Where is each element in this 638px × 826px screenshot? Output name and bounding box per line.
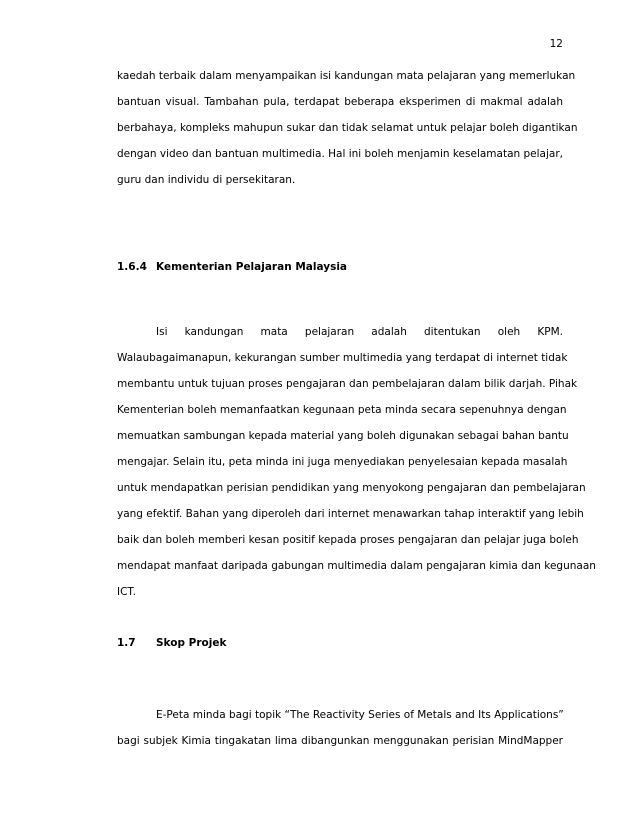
section-1-6-4-paragraph — [117, 319, 596, 605]
text-line: memuatkan sambungan kepada material yang boleh digunakan sebagai bahan bantu — [117, 430, 569, 442]
text-line: berbahaya, kompleks mahupun sukar dan tidak selamat untuk pelajar boleh digantikan — [117, 122, 578, 134]
text-line: guru dan individu di persekitaran. — [117, 174, 296, 186]
text-line: Kementerian boleh memanfaatkan kegunaan peta minda secara sepenuhnya dengan — [117, 404, 567, 416]
intro-paragraph — [117, 63, 578, 193]
section-number: 1.6.4 — [117, 261, 147, 273]
text-line: Isi kandungan mata pelajaran adalah ditentukan oleh KPM. — [156, 326, 563, 338]
text-line: mendapat manfaat daripada gabungan multimedia dalam pengajaran kimia dan kegunaan — [117, 560, 596, 572]
text-line: untuk mendapatkan perisian pendidikan yang menyokong pengajaran dan pembelajaran — [117, 482, 586, 494]
text-line: dengan video dan bantuan multimedia. Hal ini boleh menjamin keselamatan pelajar, — [117, 148, 563, 160]
text-line: bantuan visual. Tambahan pula, terdapat beberapa eksperimen di makmal adalah — [117, 96, 563, 108]
text-line: Walaubagaimanapun, kekurangan sumber multimedia yang terdapat di internet tidak — [117, 352, 568, 364]
text-line: yang efektif. Bahan yang diperoleh dari internet menawarkan tahap interaktif yang lebih — [117, 508, 584, 520]
text-line: kaedah terbaik dalam menyampaikan isi kandungan mata pelajaran yang memerlukan — [117, 70, 576, 82]
section-heading-1-7 — [117, 637, 226, 649]
text-line: bagi subjek Kimia tingakatan lima dibangunkan menggunakan perisian MindMapper — [117, 735, 563, 747]
page-number: 12 — [549, 38, 563, 50]
text-line: ICT. — [117, 586, 136, 598]
section-number: 1.7 — [117, 637, 136, 649]
text-line: membantu untuk tujuan proses pengajaran dan pembelajaran dalam bilik darjah. Pihak — [117, 378, 578, 390]
section-1-7-paragraph — [117, 702, 563, 754]
text-line: mengajar. Selain itu, peta minda ini juga menyediakan penyelesaian kepada masalah — [117, 456, 568, 468]
section-title: Kementerian Pelajaran Malaysia — [156, 261, 347, 273]
text-line: baik dan boleh memberi kesan positif kepada proses pengajaran dan pelajar juga boleh — [117, 534, 579, 546]
section-heading-1-6-4 — [117, 261, 347, 273]
text-line: E-Peta minda bagi topik “The Reactivity Series of Metals and Its Applications” — [156, 709, 564, 721]
section-title: Skop Projek — [156, 637, 227, 649]
